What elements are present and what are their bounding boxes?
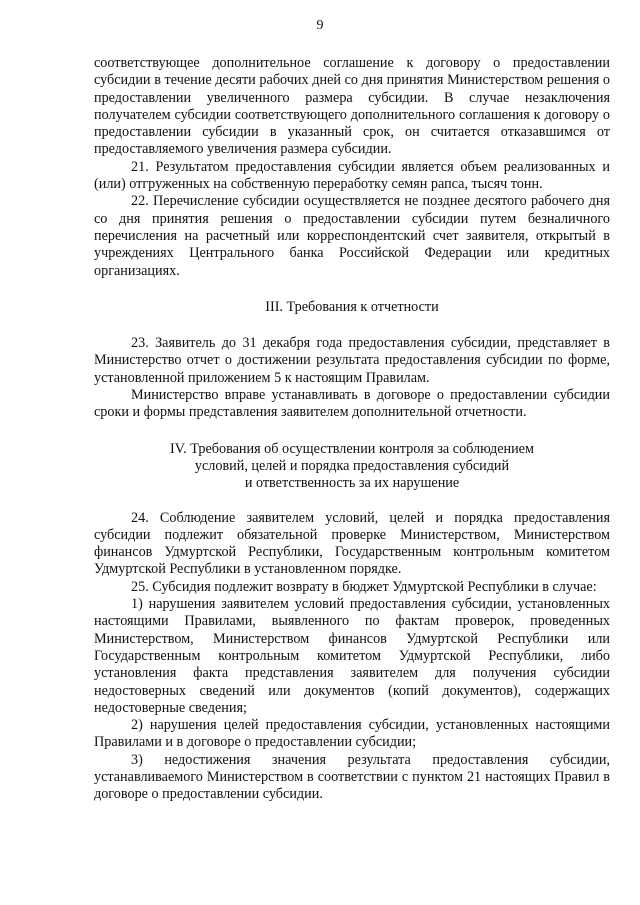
section-4-title-line: условий, целей и порядка предоставления субсидий: [194, 457, 510, 474]
list-item-1: 1) нарушения заявителем условий предоставления субсидии, установленных настоящими Правилами, выявленного по фактам проверок, проведенных Министерством, Министерством финансов Удмуртской Республики или Государственным контрольным комитетом Удмуртской Республики, либо установления факта представления заявителем для получения субсидии недостоверных сведений или документов (копий документов), содержащих недостоверные сведения;: [94, 596, 610, 716]
section-4-title: [94, 441, 610, 493]
list-item-3: 3) недостижения значения результата предоставления субсидии, устанавливаемого Министерством в соответствии с пунктом 21 настоящих Правил в договоре о предоставлении субсидии.: [94, 751, 610, 803]
paragraph-continuation: соответствующее дополнительное соглашение к договору о предоставлении субсидии в течение десяти рабочих дней со дня принятия Министерством решения о предоставлении увеличенного размера субсидии. В случае незаключения получателем субсидии соответствующего дополнительного соглашения к договору о предоставлении субсидии в указанный срок, он считается отказавшимся от предоставляемого увеличения размера субсидии.: [94, 55, 610, 158]
paragraph-21: 21. Результатом предоставления субсидии является объем реализованных и (или) отгруженных на собственную переработку семян рапса, тысяч тонн.: [94, 158, 610, 193]
paragraph-23-reporting: Министерство вправе устанавливать в договоре о предоставлении субсидии сроки и формы представления заявителем дополнительной отчетности.: [94, 387, 610, 421]
section-4-title-line: и ответственность за их нарушение: [244, 475, 460, 492]
paragraph-24: 24. Соблюдение заявителем условий, целей и порядка предоставления субсидии подлежит обязательной проверке Министерством, Министерством финансов Удмуртской Республики, Государственным контрольным комитетом Удмуртской Республики в установленном порядке.: [94, 509, 610, 578]
page-number: 9: [316, 18, 324, 33]
paragraph-23: 23. Заявитель до 31 декабря года предоставления субсидии, представляет в Министерство отчет о достижении результата предоставления субсидии по форме, установленной приложением 5 к настоящим Правилам.: [94, 335, 610, 386]
document-body: [94, 55, 610, 804]
paragraph-22: 22. Перечисление субсидии осуществляется не позднее десятого рабочего дня со дня принятия решения о предоставлении субсидии путем безналичного перечисления на расчетный или корреспондентский счет заявителя, открытый в учреждениях Центрального банка Российской Федерации или кредитных организациях.: [94, 193, 610, 279]
list-item-2: 2) нарушения целей предоставления субсидии, установленных настоящими Правилами и в договоре о предоставлении субсидии;: [94, 717, 610, 751]
section-4-title-line: IV. Требования об осуществлении контроля за соблюдением: [170, 440, 534, 457]
paragraph-25: 25. Субсидия подлежит возврату в бюджет Удмуртской Республики в случае:: [131, 578, 597, 595]
section-3-title: III. Требования к отчетности: [265, 298, 439, 315]
